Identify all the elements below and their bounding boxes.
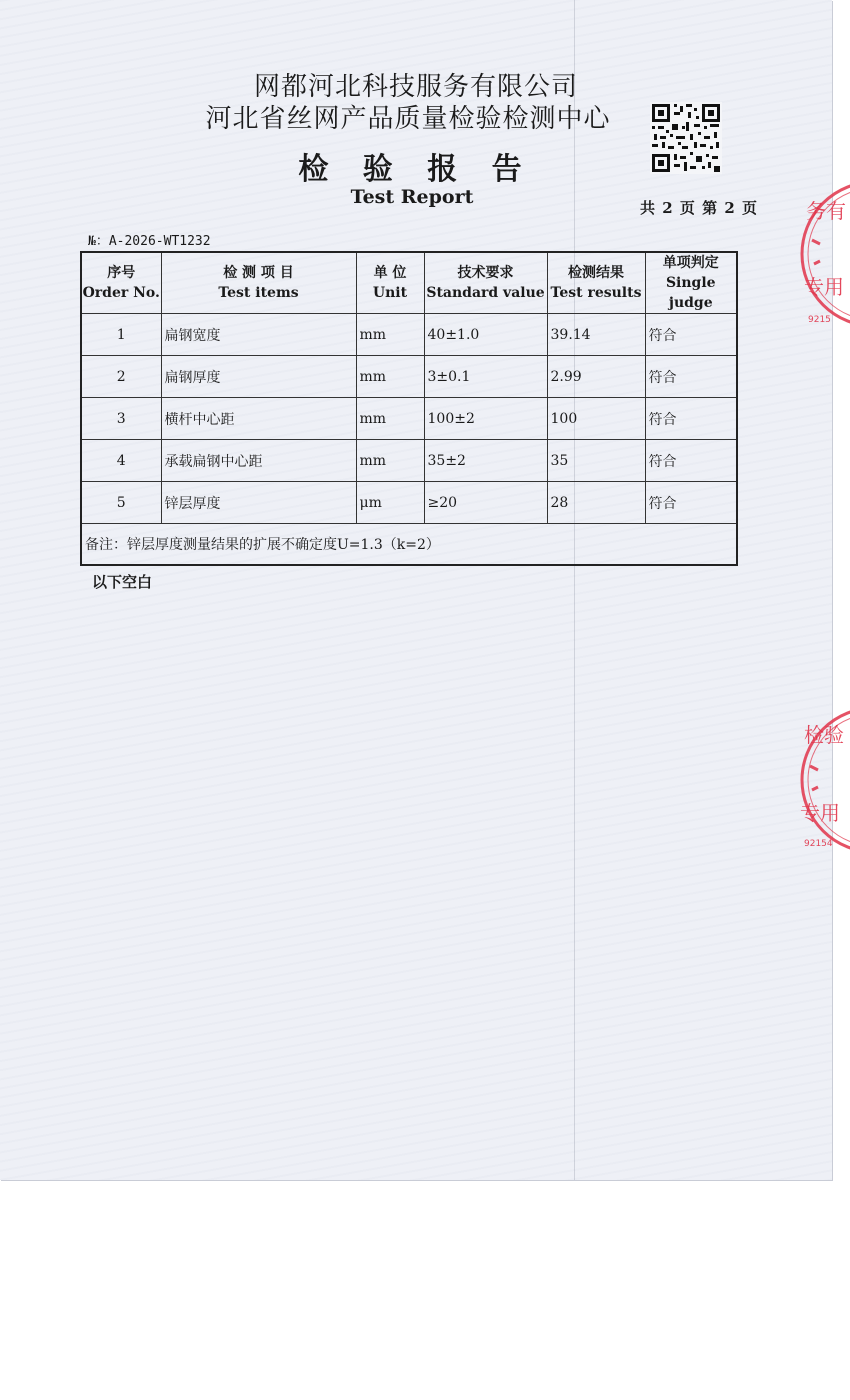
cell-test-item: 横杆中心距 (161, 398, 356, 440)
seal-text-top: 务有 (806, 199, 846, 223)
cell-test-item: 扁钢宽度 (161, 314, 356, 356)
header-label-en: Test results (550, 285, 642, 301)
center-name: 河北省丝网产品质量检验检测中心 (205, 104, 611, 134)
cell-judge: 符合 (645, 440, 737, 482)
cell-result: 100 (547, 398, 645, 440)
table-row (81, 314, 737, 356)
cell-unit: mm (356, 440, 424, 482)
cell-unit: μm (356, 482, 424, 524)
seal-code: 9215 (808, 315, 831, 325)
header-label-cn: 单项判定 (662, 255, 719, 271)
cell-unit: mm (356, 398, 424, 440)
report-number: №：A-2026-WT1232 (88, 234, 211, 249)
cell-order-no: 1 (81, 314, 161, 356)
cell-order-no: 5 (81, 482, 161, 524)
table-row (81, 482, 737, 524)
cell-standard: 40±1.0 (424, 314, 547, 356)
header-label-cn: 检 测 项 目 (223, 265, 294, 281)
cell-standard: 100±2 (424, 398, 547, 440)
cell-judge: 符合 (645, 314, 737, 356)
seal-code: 92154 (804, 839, 833, 849)
header-single-judge (645, 252, 737, 314)
cell-standard: ≥20 (424, 482, 547, 524)
qr-code-icon (650, 102, 722, 174)
header-label-en: Order No. (82, 285, 160, 301)
cell-unit: mm (356, 314, 424, 356)
report-title-cn: 检 验 报 告 (298, 152, 534, 187)
header-test-results (547, 252, 645, 314)
red-seal-stamp (794, 700, 850, 860)
page-indicator: 共 2 页 第 2 页 (640, 199, 758, 217)
report-title-en: Test Report (350, 186, 474, 208)
header-label-en: Test items (218, 285, 299, 301)
cell-result: 2.99 (547, 356, 645, 398)
header-label-cn: 单 位 (373, 265, 407, 281)
cell-test-item: 承载扁钢中心距 (161, 440, 356, 482)
test-results-table (80, 251, 738, 566)
header-label-en: Standard value (426, 285, 545, 301)
cell-judge: 符合 (645, 482, 737, 524)
cell-judge: 符合 (645, 398, 737, 440)
header-order-no (81, 252, 161, 314)
table-row (81, 356, 737, 398)
cell-order-no: 2 (81, 356, 161, 398)
table-row (81, 440, 737, 482)
cell-result: 28 (547, 482, 645, 524)
table-note: 备注：锌层厚度测量结果的扩展不确定度U=1.3（k=2） (81, 524, 737, 566)
header-label-cn: 技术要求 (457, 265, 514, 281)
cell-standard: 35±2 (424, 440, 547, 482)
header-label-en: Unit (372, 285, 408, 301)
table-note-row (81, 524, 737, 566)
cell-standard: 3±0.1 (424, 356, 547, 398)
cell-result: 35 (547, 440, 645, 482)
header-standard-value (424, 252, 547, 314)
cell-test-item: 扁钢厚度 (161, 356, 356, 398)
red-seal-stamp (794, 174, 850, 334)
table-row (81, 398, 737, 440)
blank-below-marker: 以下空白 (92, 573, 153, 591)
seal-text-top: 检验 (804, 723, 844, 747)
seal-text-middle: 专用 (800, 801, 840, 825)
header-unit (356, 252, 424, 314)
table-header-row (81, 252, 737, 314)
cell-test-item: 锌层厚度 (161, 482, 356, 524)
seal-text-middle: 专用 (804, 275, 844, 299)
cell-result: 39.14 (547, 314, 645, 356)
cell-order-no: 4 (81, 440, 161, 482)
header-label-en: Single judge (665, 275, 716, 311)
header-label-cn: 检测结果 (568, 265, 624, 281)
organization-name: 网都河北科技服务有限公司 (253, 72, 578, 102)
header-label-cn: 序号 (107, 265, 136, 281)
header-test-items (161, 252, 356, 314)
cell-unit: mm (356, 356, 424, 398)
cell-order-no: 3 (81, 398, 161, 440)
cell-judge: 符合 (645, 356, 737, 398)
